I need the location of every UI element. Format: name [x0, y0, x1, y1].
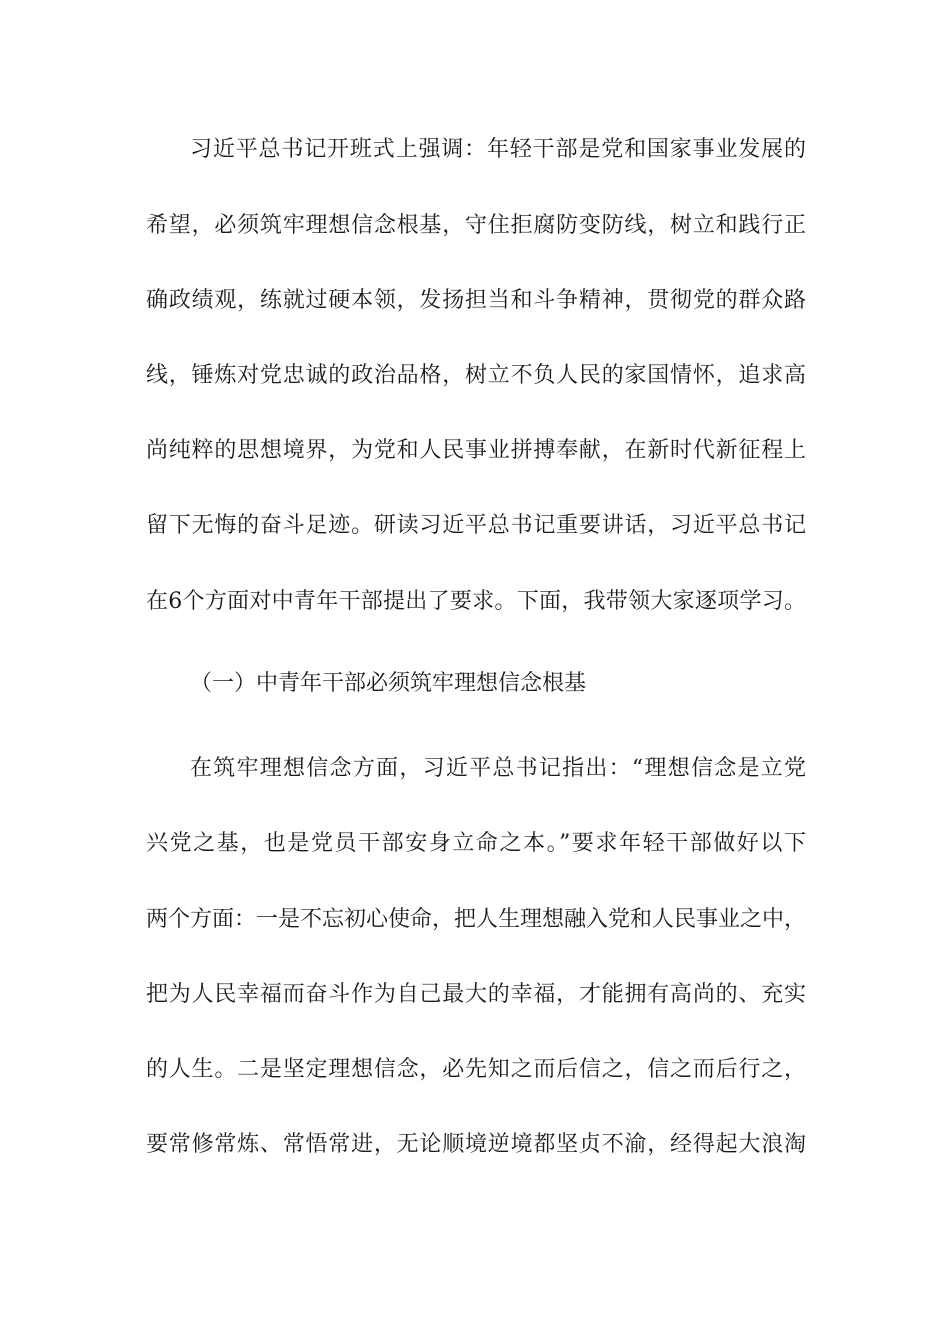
- paragraph-1-line-2: 希望，必须筑牢理想信念根基，守住拒腐防变防线，树立和践行正: [146, 213, 806, 238]
- paragraph-2-line-4: 把为人民幸福而奋斗作为自己最大的幸福，才能拥有高尚的、充实: [146, 982, 806, 1007]
- paragraph-1-line-5: 尚纯粹的思想境界，为党和人民事业拼搏奉献，在新时代新征程上: [146, 438, 806, 463]
- paragraph-1-line-6: 留下无悔的奋斗足迹。研读习近平总书记重要讲话，习近平总书记: [146, 513, 806, 538]
- paragraph-2-line-2: 兴党之基，也是党员干部安身立命之本。”要求年轻干部做好以下: [146, 831, 806, 856]
- paragraph-1-line-1: 习近平总书记开班式上强调：年轻干部是党和国家事业发展的: [190, 137, 806, 162]
- paragraph-1-line-7: 在6个方面对中青年干部提出了要求。下面，我带领大家逐项学习。: [146, 589, 806, 614]
- paragraph-1-line-3: 确政绩观，练就过硬本领，发扬担当和斗争精神，贯彻党的群众路: [146, 288, 806, 313]
- paragraph-2-line-3: 两个方面：一是不忘初心使命，把人生理想融入党和人民事业之中，: [146, 907, 807, 932]
- paragraph-2-line-5: 的人生。二是坚定理想信念，必先知之而后信之，信之而后行之，: [146, 1057, 806, 1082]
- paragraph-1-line-4: 线，锤炼对党忠诚的政治品格，树立不负人民的家国情怀，追求高: [146, 363, 806, 388]
- section-heading: （一）中青年干部必须筑牢理想信念根基: [190, 671, 587, 696]
- paragraph-2-line-1: 在筑牢理想信念方面，习近平总书记指出：“理想信念是立党: [190, 756, 806, 781]
- paragraph-2-line-6: 要常修常炼、常悟常进，无论顺境逆境都坚贞不渝，经得起大浪淘: [146, 1132, 806, 1157]
